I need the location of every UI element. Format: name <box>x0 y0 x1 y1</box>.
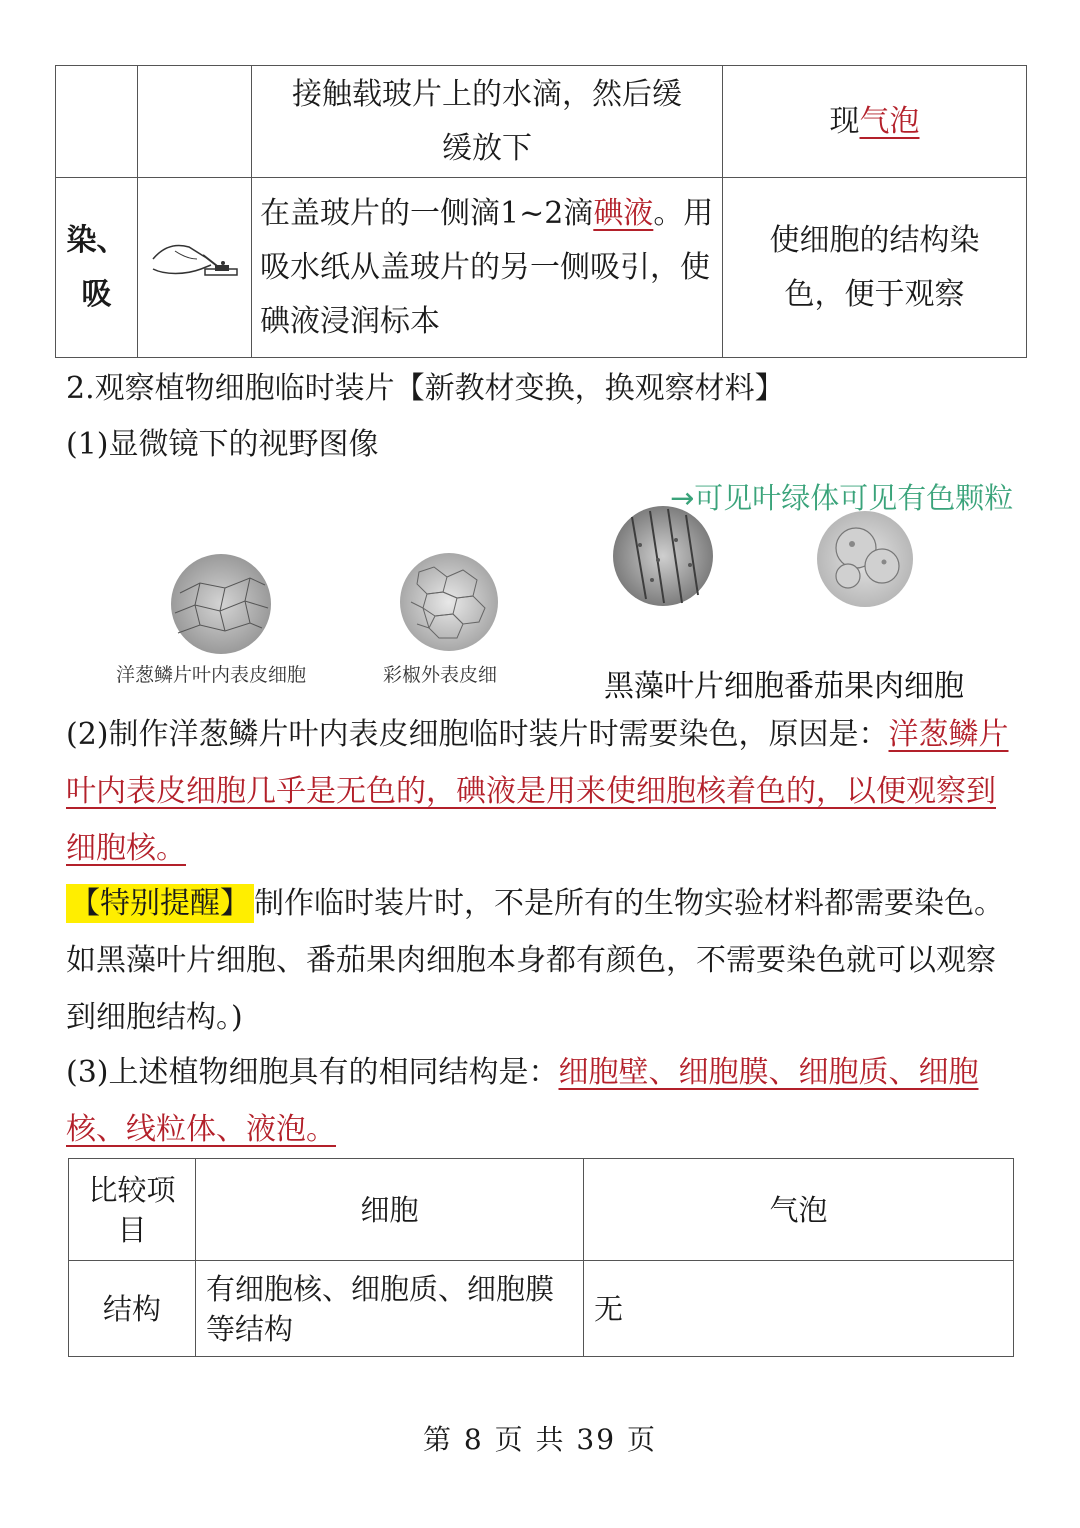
header-cell: 细胞 <box>196 1159 584 1261</box>
stain-desc-a: 在盖玻片的一侧滴1~2滴 <box>260 195 594 231</box>
header-bubble: 气泡 <box>584 1159 1014 1261</box>
procedure-row-cover <box>56 66 1027 178</box>
reminder-text: 制作临时装片时，不是所有的生物实验材料都需要染色。如黑藻叶片细胞、番茄果肉细胞本身都有颜色，不需要染色就可以观察到细胞结构。) <box>66 886 1004 1035</box>
caption-pepper: 彩椒外表皮细 <box>383 664 498 686</box>
stain-desc-b: 。用吸水纸从盖玻片的另一侧吸引，使碘液浸润标本 <box>260 195 714 339</box>
onion-cells-image <box>170 553 272 655</box>
subsection-3-question: (3)上述植物细胞具有的相同结构是： <box>66 1055 559 1090</box>
row-label-structure: 结构 <box>69 1261 196 1357</box>
dropper-hand-icon <box>138 178 252 358</box>
caption-onion: 洋葱鳞片叶内表皮细胞 <box>116 664 307 686</box>
subsection-2 <box>66 706 1016 877</box>
comparison-structure-row <box>69 1261 1014 1357</box>
step-name-stain: 染、吸 <box>56 178 138 358</box>
subsection-2-question: (2)制作洋葱鳞片叶内表皮细胞临时装片时需要染色，原因是： <box>66 717 889 752</box>
subsection-1-title: (1)显微镜下的视野图像 <box>66 427 379 462</box>
step-description-stain <box>252 178 723 358</box>
step-purpose-stain: 使细胞的结构染色，便于观察 <box>723 178 1027 358</box>
special-reminder <box>66 875 1016 1046</box>
reminder-tag: 【特别提醒】 <box>66 884 254 923</box>
header-item: 比较项目 <box>69 1159 196 1261</box>
bubble-structure-value: 无 <box>584 1261 1014 1357</box>
purpose-answer: 气泡 <box>859 103 920 139</box>
tomato-cells-image <box>816 510 914 608</box>
section-2-title: 2.观察植物细胞临时装片【新教材变换，换观察材料】 <box>66 371 785 406</box>
subsection-3 <box>66 1044 1016 1158</box>
image-cell-empty <box>138 66 252 178</box>
pepper-cells-image <box>399 552 499 652</box>
elodea-cells-image <box>612 505 714 607</box>
comparison-table <box>68 1158 1014 1357</box>
caption-elodea-tomato: 黑藻叶片细胞番茄果肉细胞 <box>604 669 964 704</box>
step-description: 接触载玻片上的水滴，然后缓缓放下 <box>252 66 723 178</box>
stain-answer-iodine: 碘液 <box>593 195 654 231</box>
subsection-3-answer: 细胞壁、细胞膜、细胞质、细胞核、线粒体、液泡。 <box>66 1055 979 1147</box>
chloroplast-label: →可见叶绿体可见有色颗粒 <box>670 481 1014 515</box>
purpose-prefix: 现 <box>829 103 860 139</box>
step-cell-empty <box>56 66 138 178</box>
subsection-2-answer: 洋葱鳞片叶内表皮细胞几乎是无色的，碘液是用来使细胞核着色的，以便观察到细胞核。 <box>66 717 1009 866</box>
cell-structure-value: 有细胞核、细胞质、细胞膜等结构 <box>196 1261 584 1357</box>
procedure-row-stain <box>56 178 1027 358</box>
comparison-header-row <box>69 1159 1014 1261</box>
procedure-table <box>55 65 1027 358</box>
step-purpose <box>723 66 1027 178</box>
page-footer: 第 8 页 共 39 页 <box>423 1423 657 1456</box>
